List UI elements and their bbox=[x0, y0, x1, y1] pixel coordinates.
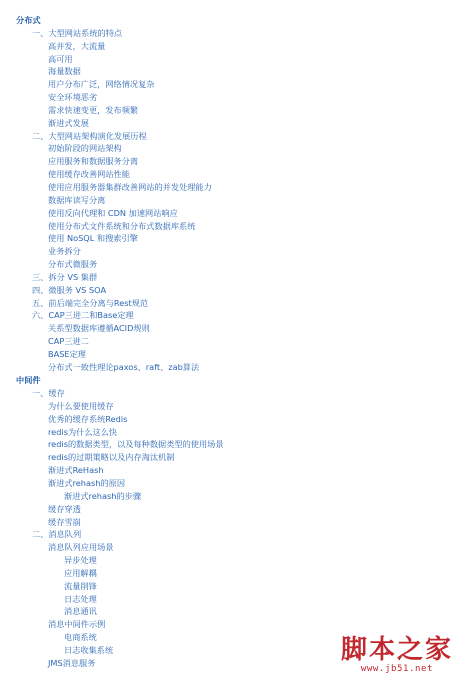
toc-link[interactable]: 数据库读写分离 bbox=[48, 194, 106, 205]
toc-link[interactable]: 关系型数据库遵循ACID规则 bbox=[48, 323, 150, 334]
toc-link[interactable]: 一、缓存 bbox=[32, 388, 65, 399]
watermark-title: 脚本之家 bbox=[340, 635, 453, 665]
toc-link[interactable]: 使用应用服务器集群改善网站的并发处理能力 bbox=[48, 181, 212, 192]
toc-link[interactable]: 流量削锋 bbox=[64, 580, 97, 591]
toc-link[interactable]: 为什么要使用缓存 bbox=[48, 400, 114, 411]
toc-link[interactable]: 日志处理 bbox=[64, 593, 97, 604]
toc-link[interactable]: JMS消息服务 bbox=[48, 657, 96, 668]
toc-link[interactable]: 消息中间件示例 bbox=[48, 619, 106, 630]
toc-link[interactable]: 应用服务和数据服务分离 bbox=[48, 156, 139, 167]
toc-link[interactable]: 安全环境恶劣 bbox=[48, 92, 98, 103]
toc-link[interactable]: 五、前后端完全分离与Rest规范 bbox=[32, 297, 149, 308]
toc-section-heading[interactable]: 分布式 bbox=[16, 15, 41, 25]
toc-link[interactable]: 渐进式rehash的原因 bbox=[48, 477, 126, 488]
toc-link[interactable]: 优秀的缓存系统Redis bbox=[48, 413, 128, 424]
toc-link[interactable]: 消息队列应用场景 bbox=[48, 542, 114, 553]
toc-link[interactable]: CAP三进二 bbox=[48, 336, 89, 347]
toc-link[interactable]: 用户分布广泛，网络情况复杂 bbox=[48, 79, 155, 90]
toc-link[interactable]: redis的数据类型，以及每种数据类型的使用场景 bbox=[48, 439, 224, 450]
toc-link[interactable]: 二、大型网站架构演化发展历程 bbox=[32, 130, 147, 141]
toc-link[interactable]: 使用 NoSQL 和搜索引擎 bbox=[48, 233, 138, 244]
toc-link[interactable]: 高并发，大流量 bbox=[48, 40, 106, 51]
toc-link[interactable]: 初始阶段的网站架构 bbox=[48, 143, 122, 154]
toc-link[interactable]: 渐进式ReHash bbox=[48, 465, 104, 476]
toc-link[interactable]: 缓存穿透 bbox=[48, 503, 81, 514]
table-of-contents bbox=[0, 14, 473, 670]
toc-link[interactable]: 使用反向代理和 CDN 加速网站响应 bbox=[48, 207, 178, 218]
watermark-url: www.jb51.net bbox=[360, 664, 434, 674]
toc-link[interactable]: 使用分布式文件系统和分布式数据库系统 bbox=[48, 220, 196, 231]
toc-link[interactable]: 一、大型网站系统的特点 bbox=[32, 27, 123, 38]
toc-link[interactable]: 缓存雪崩 bbox=[48, 516, 81, 527]
toc-link[interactable]: 海量数据 bbox=[48, 66, 81, 77]
toc-link[interactable]: BASE定理 bbox=[48, 348, 86, 359]
toc-link[interactable]: 分布式微服务 bbox=[48, 259, 98, 270]
toc-link[interactable]: 消息通讯 bbox=[64, 606, 97, 617]
toc-link[interactable]: 分布式一致性理论paxos、raft、zab算法 bbox=[48, 361, 200, 372]
toc-link[interactable]: 使用缓存改善网站性能 bbox=[48, 169, 130, 180]
watermark-logo bbox=[337, 636, 457, 675]
toc-link[interactable]: redis的过期策略以及内存淘汰机制 bbox=[48, 452, 175, 463]
toc-link[interactable]: 渐进式发展 bbox=[48, 117, 89, 128]
toc-link[interactable]: 电商系统 bbox=[64, 632, 97, 643]
toc-link[interactable]: redis为什么这么快 bbox=[48, 426, 118, 437]
toc-link[interactable]: 高可用 bbox=[48, 53, 73, 64]
toc-link[interactable]: 四、微服务 VS SOA bbox=[32, 284, 107, 295]
toc-link[interactable]: 六、CAP三进二和Base定理 bbox=[32, 310, 134, 321]
toc-link[interactable]: 业务拆分 bbox=[48, 246, 81, 257]
toc-link[interactable]: 三、拆分 VS 集群 bbox=[32, 271, 98, 282]
toc-link[interactable]: 日志收集系统 bbox=[64, 644, 114, 655]
toc-link[interactable]: 应用解耦 bbox=[64, 567, 97, 578]
toc-link[interactable]: 二、消息队列 bbox=[32, 529, 82, 540]
toc-link[interactable]: 异步处理 bbox=[64, 555, 97, 566]
toc-link[interactable]: 渐进式rehash的步骤 bbox=[64, 490, 142, 501]
toc-section-heading[interactable]: 中间件 bbox=[16, 375, 41, 386]
toc-link[interactable]: 需求快速变更，发布频繁 bbox=[48, 104, 139, 115]
